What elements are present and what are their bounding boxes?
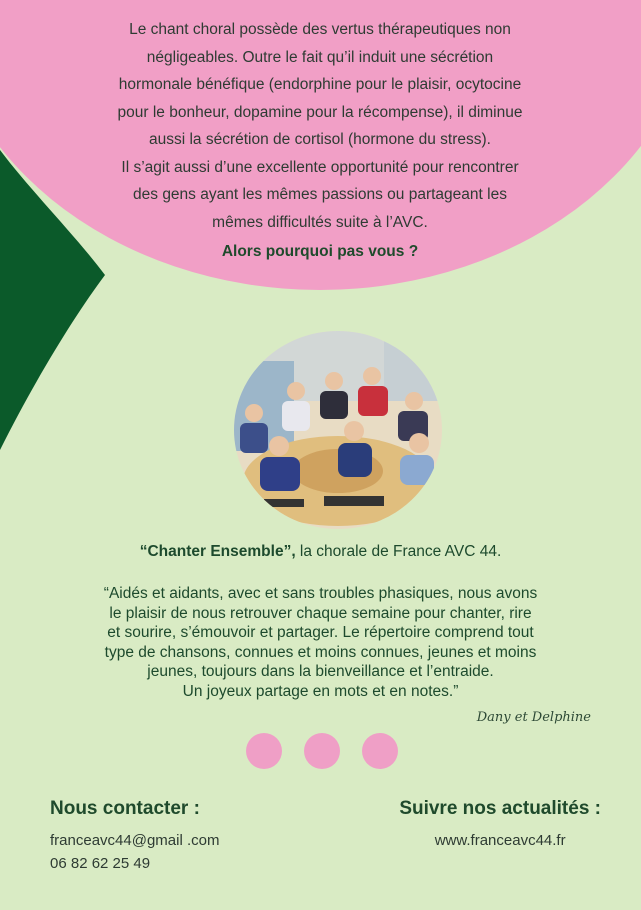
intro-line: Le chant choral possède des vertus thérapeutiques non xyxy=(129,21,511,38)
quote-line: et sourire, s’émouvoir et partager. Le répertoire comprend tout xyxy=(107,624,534,641)
intro-line: des gens ayant les mêmes passions ou partageant les xyxy=(133,186,507,203)
choir-name: “Chanter Ensemble”, xyxy=(139,543,296,560)
quote-line: type de chansons, connues et moins connues, jeunes et moins xyxy=(104,643,537,661)
caption-text: la chorale de France AVC 44. xyxy=(295,543,502,560)
quote-line: “Aidés et aidants, avec et sans troubles phasiques, nous avons xyxy=(103,585,538,602)
quote-line: le plaisir de nous retrouver chaque semaine pour chanter, rire xyxy=(109,604,532,622)
follow-section xyxy=(399,798,601,852)
quote-line: Un joyeux partage en mots et en notes.” xyxy=(182,682,459,700)
contact-section xyxy=(50,798,219,875)
contact-email[interactable]: franceavc44@gmail .com xyxy=(50,832,220,849)
choir-circle-photo xyxy=(234,331,442,529)
intro-line: aussi la sécrétion de cortisol (hormone du stress). xyxy=(148,131,491,148)
quote-line: jeunes, toujours dans la bienveillance et l’entraide. xyxy=(147,663,494,680)
intro-line: négligeables. Outre le fait qu’il induit une sécrétion xyxy=(146,48,494,66)
contact-phone[interactable]: 06 82 62 25 49 xyxy=(50,855,151,872)
photo-caption xyxy=(0,543,641,561)
call-to-action: Alors pourquoi pas vous ? xyxy=(221,243,419,260)
contact-title: Nous contacter : xyxy=(50,798,200,819)
choir-photo-illustration xyxy=(234,331,442,529)
intro-line: mêmes difficultés suite à l’AVC. xyxy=(212,213,428,231)
testimonial-quote xyxy=(48,584,593,701)
decorative-dots xyxy=(246,733,398,769)
follow-title: Suivre nos actualités : xyxy=(399,798,601,819)
intro-line: Il s’agit aussi d’une excellente opportunité pour rencontrer xyxy=(121,158,519,176)
intro-line: hormonale bénéfique (endorphine pour le plaisir, ocytocine xyxy=(118,76,522,93)
intro-line: pour le bonheur, dopamine pour la récompense), il diminue xyxy=(117,103,523,121)
pink-dot xyxy=(362,733,398,769)
pink-dot xyxy=(246,733,282,769)
pink-dot xyxy=(304,733,340,769)
intro-text xyxy=(40,16,600,266)
website-link[interactable]: www.franceavc44.fr xyxy=(434,832,566,849)
quote-signature: Dany et Delphine xyxy=(476,710,591,725)
